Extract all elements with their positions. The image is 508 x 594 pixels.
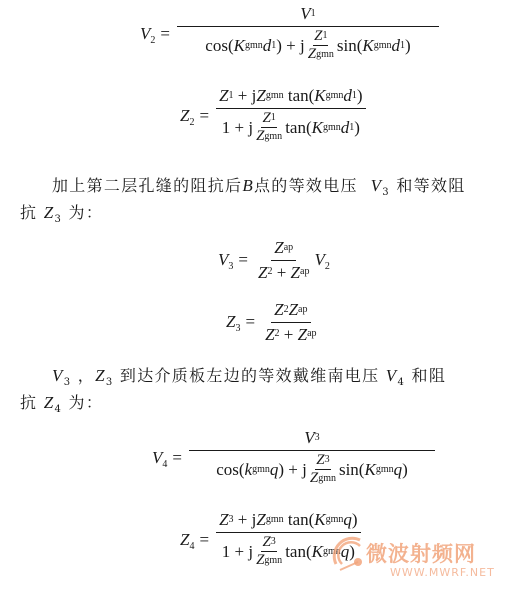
equals-sign: = xyxy=(245,312,256,332)
eq-lhs: $V_2$ xyxy=(140,23,156,46)
watermark-url: WWW.MWRF.NET xyxy=(390,566,495,579)
eq-lhs: $Z_4$ xyxy=(180,529,195,552)
watermark xyxy=(330,530,506,590)
fraction: Z 2 Z ap Z 2 + Z ap xyxy=(265,300,317,344)
fraction: V 1 cos( K gmn d 1 ) + j Z 1 Z gmn sin( K gmn d 1 ) xyxy=(177,4,439,63)
equals-sign: = xyxy=(199,105,210,125)
paragraph-1: 加上第二层孔缝的阻抗后B点的等效电压 $V_3$ 和等效阻抗 $Z_3$ 为： xyxy=(20,176,466,225)
equation-v2 xyxy=(140,4,439,63)
eq-lhs: $V_4$ xyxy=(152,447,168,470)
equals-sign: = xyxy=(199,529,210,549)
eq-factor: $V_2$ xyxy=(314,250,330,273)
equation-z2 xyxy=(180,86,366,145)
equals-sign: = xyxy=(172,447,182,467)
equals-sign: = xyxy=(160,23,170,43)
paragraph-2: $V_3$ ，$Z_3$ 到达介质板左边的等效戴维南电压 $V_4$ 和阻抗 $Z_4$ 为： xyxy=(20,366,447,415)
fraction: Z 3 + j Z gmn tan( K gmn q ) 1 + j Z 3 Z gmn tan( K gmn q ) xyxy=(216,510,361,569)
equation-z3 xyxy=(226,300,320,344)
equals-sign: = xyxy=(238,250,248,270)
eq-lhs: $Z_2$ xyxy=(180,105,195,128)
equation-v3 xyxy=(218,238,330,282)
watermark-text: 微波射频网 xyxy=(366,542,476,566)
equation-v4 xyxy=(152,428,435,487)
satellite-dish-icon xyxy=(330,534,370,574)
fraction: Z 1 + j Z gmn tan( K gmn d 1 ) 1 + j Z 1 Z gmn tan( K gmn d 1 ) xyxy=(216,86,366,145)
fraction: V 3 cos( k gmn q ) + j Z 3 Z gmn sin( K gmn q ) xyxy=(189,428,435,487)
fraction: Z ap Z 2 + Z ap xyxy=(257,238,310,282)
eq-lhs: $V_3$ xyxy=(218,250,234,273)
eq-lhs: $Z_3$ xyxy=(226,312,241,335)
